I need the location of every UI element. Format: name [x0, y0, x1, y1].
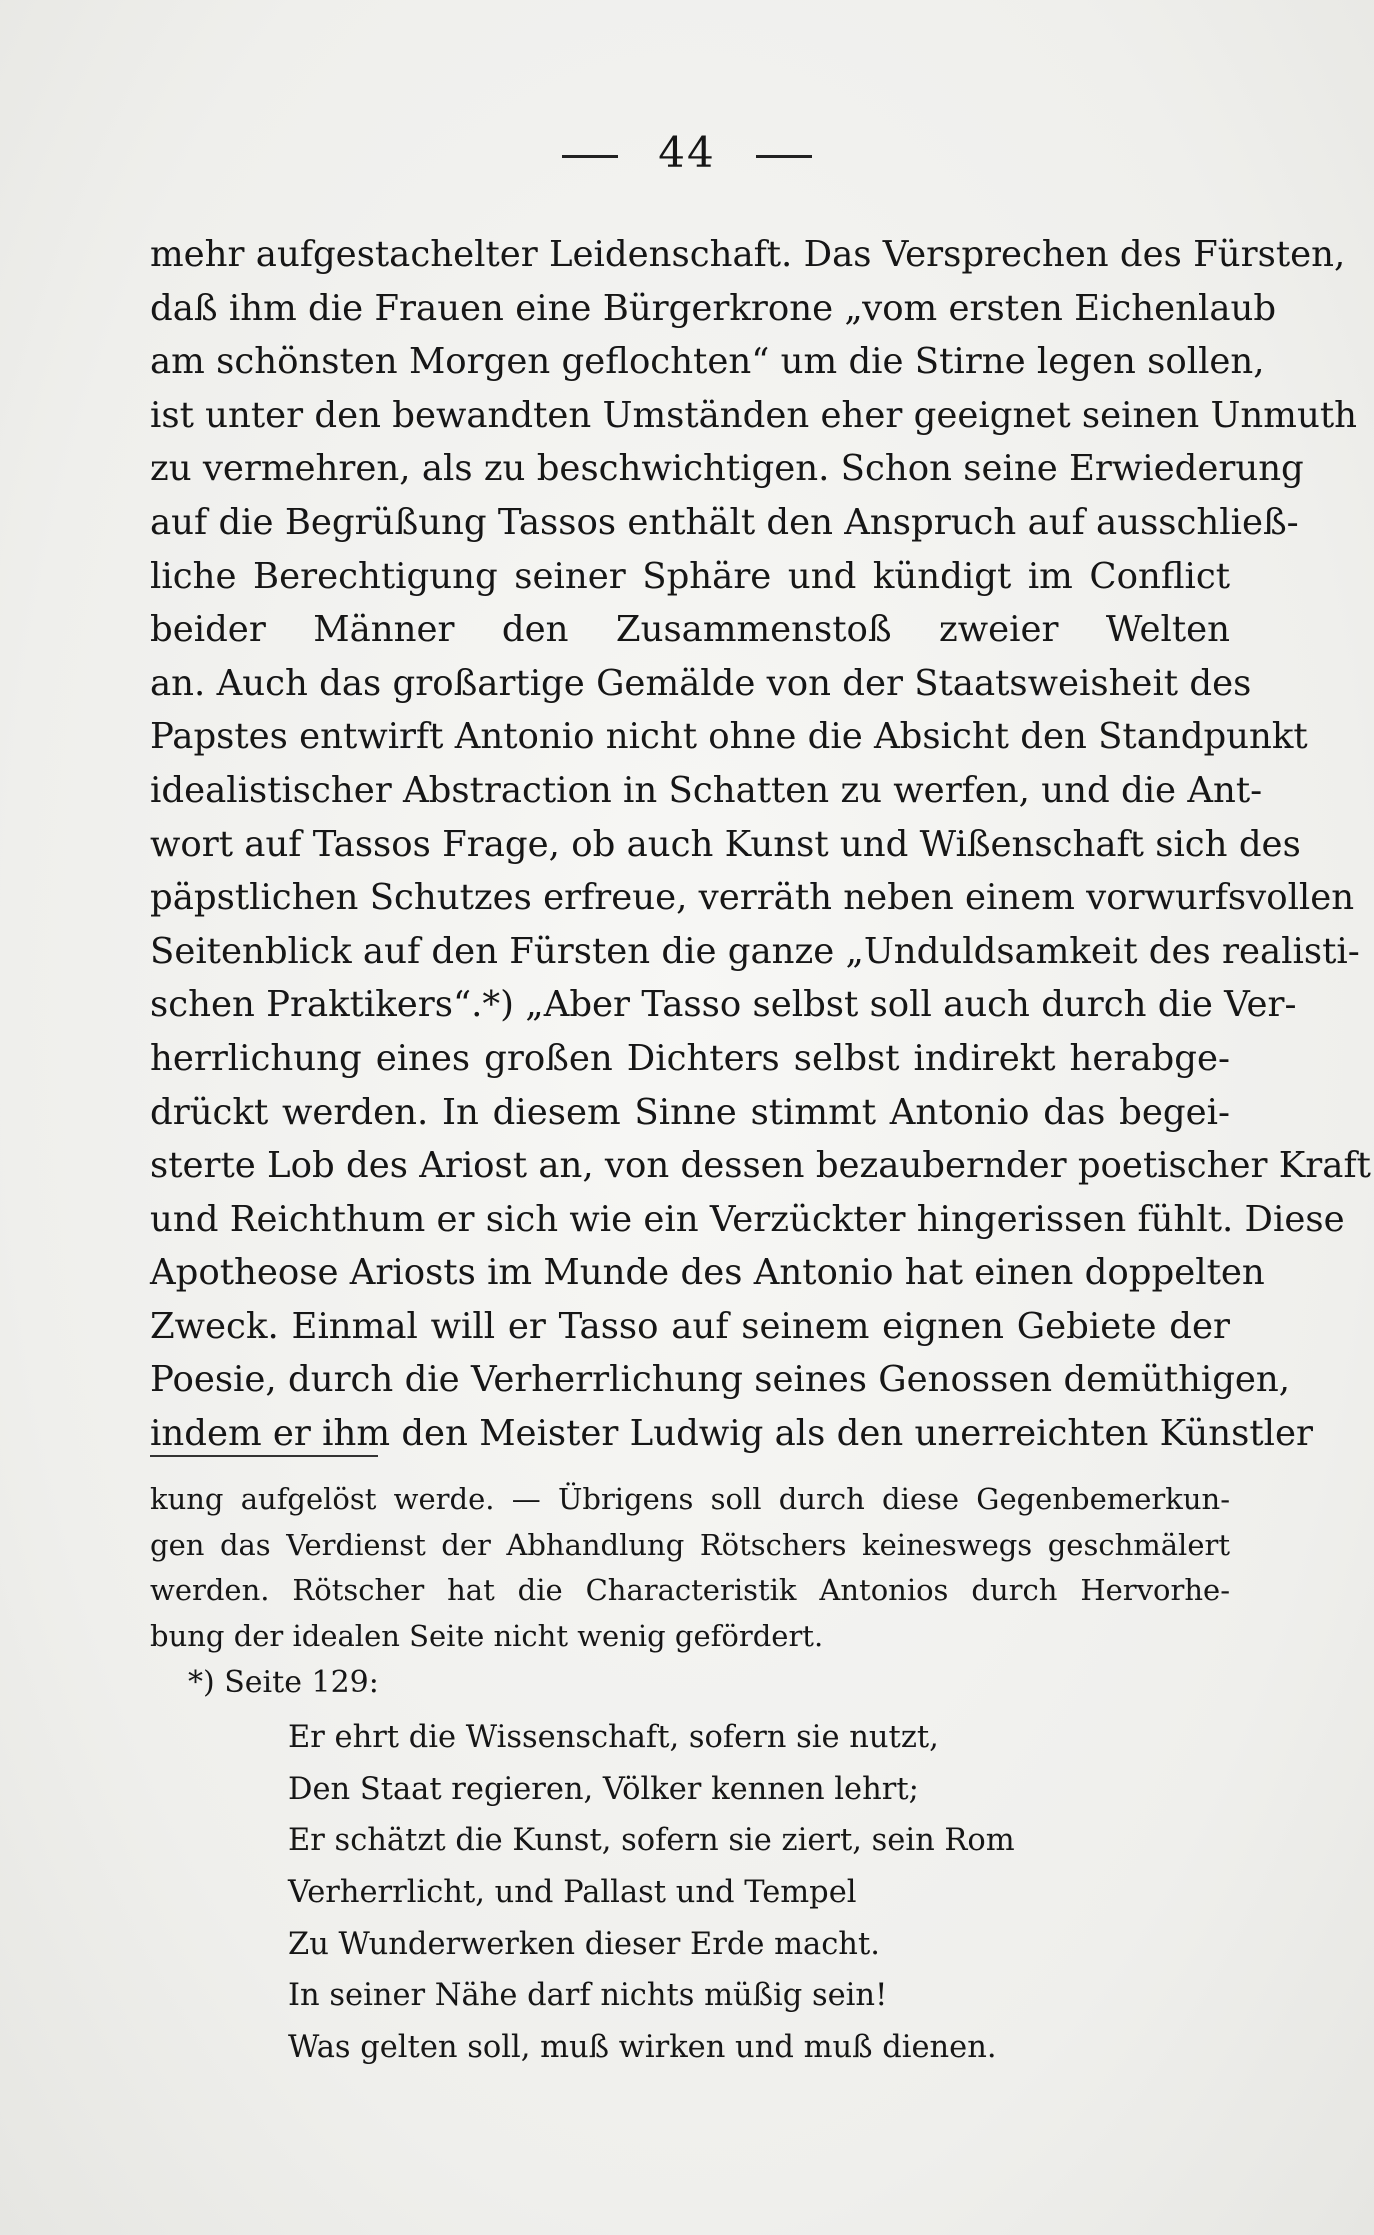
text-line: drückt werden. In diesem Sinne stimmt Antonio das begei- [150, 1091, 1230, 1133]
text-line: Apotheose Ariosts im Munde des Antonio hat einen doppelten [150, 1252, 1265, 1294]
header-dash-left [562, 155, 618, 158]
verse-line: Er ehrt die Wissenschaft, sofern sie nutzt, [288, 1720, 939, 1755]
main-text [150, 228, 1371, 1461]
header-dash-right [756, 155, 812, 158]
footnote-line: werden. Rötscher hat die Characteristik Antonios durch Hervorhe- [150, 1573, 1230, 1607]
text-line: liche Berechtigung seiner Sphäre und kündigt im Conflict [150, 555, 1230, 597]
text-line: Poesie, durch die Verherrlichung seines Genossen demüthigen, [150, 1359, 1291, 1401]
text-line: an. Auch das großartige Gemälde von der Staatsweisheit des [150, 662, 1252, 704]
text-line: auf die Begrüßung Tassos enthält den Anspruch auf ausschließ- [150, 501, 1299, 543]
verse-line: Den Staat regieren, Völker kennen lehrt; [288, 1771, 919, 1807]
text-line: idealistischer Abstraction in Schatten zu werfen, und die Ant- [150, 769, 1263, 811]
footnote-line: gen das Verdienst der Abhandlung Rötschers keineswegs geschmälert [150, 1527, 1230, 1562]
text-line: wort auf Tassos Frage, ob auch Kunst und Wißenschaft sich des [150, 823, 1301, 865]
text-line: mehr aufgestachelter Leidenschaft. Das Versprechen des Fürsten, [150, 234, 1346, 275]
footnote-line: bung der idealen Seite nicht wenig gefördert. [150, 1618, 824, 1653]
text-line: Papstes entwirft Antonio nicht ohne die Absicht den Standpunkt [150, 716, 1308, 758]
text-line: schen Praktikers“.*) „Aber Tasso selbst soll auch durch die Ver- [150, 984, 1297, 1026]
text-line: am schönsten Morgen geflochten“ um die Stirne legen sollen, [150, 341, 1265, 383]
page-number-header [0, 128, 1374, 177]
footnote-separator [150, 1455, 378, 1457]
text-line: daß ihm die Frauen eine Bürgerkrone „vom ersten Eichenlaub [150, 287, 1277, 329]
text-line: Seitenblick auf den Fürsten die ganze „Unduldsamkeit des realisti- [150, 930, 1360, 972]
text-line: herrlichung eines großen Dichters selbst indirekt herabge- [150, 1037, 1230, 1079]
text-line: päpstlichen Schutzes erfreue, verräth neben einem vorwurfsvollen [150, 877, 1355, 919]
text-line: und Reichthum er sich wie ein Verzückter hingerissen fühlt. Diese [150, 1198, 1345, 1240]
text-line: zu vermehren, als zu beschwichtigen. Schon seine Erwiederung [150, 448, 1304, 490]
verse-quotation [288, 1712, 1015, 2074]
text-line: sterte Lob des Ariost an, von dessen bezaubernder poetischer Kraft [150, 1145, 1371, 1187]
verse-footnote-heading: *) Seite 129: [188, 1665, 379, 1700]
footnote-line: kung aufgelöst werde. — Übrigens soll durch diese Gegenbemerkun- [150, 1482, 1230, 1516]
verse-line: Verherrlicht, und Pallast und Tempel [288, 1875, 857, 1911]
footnote-text [150, 1477, 1230, 1659]
text-line: Zweck. Einmal will er Tasso auf seinem eignen Gebiete der [150, 1305, 1230, 1347]
verse-line: Er schätzt die Kunst, sofern sie ziert, sein Rom [288, 1823, 1015, 1859]
verse-line: In seiner Nähe darf nichts müßig sein! [288, 1978, 888, 2014]
text-line: beider Männer den Zusammenstoß zweier Welten [150, 609, 1230, 651]
text-line: indem er ihm den Meister Ludwig als den unerreichten Künstler [150, 1413, 1313, 1455]
verse-line: Was gelten soll, muß wirken und muß dienen. [288, 2030, 997, 2066]
text-line: ist unter den bewandten Umständen eher geeignet seinen Unmuth [150, 394, 1357, 436]
page-number: 44 [658, 128, 716, 177]
verse-line: Zu Wunderwerken dieser Erde macht. [288, 1926, 880, 1962]
